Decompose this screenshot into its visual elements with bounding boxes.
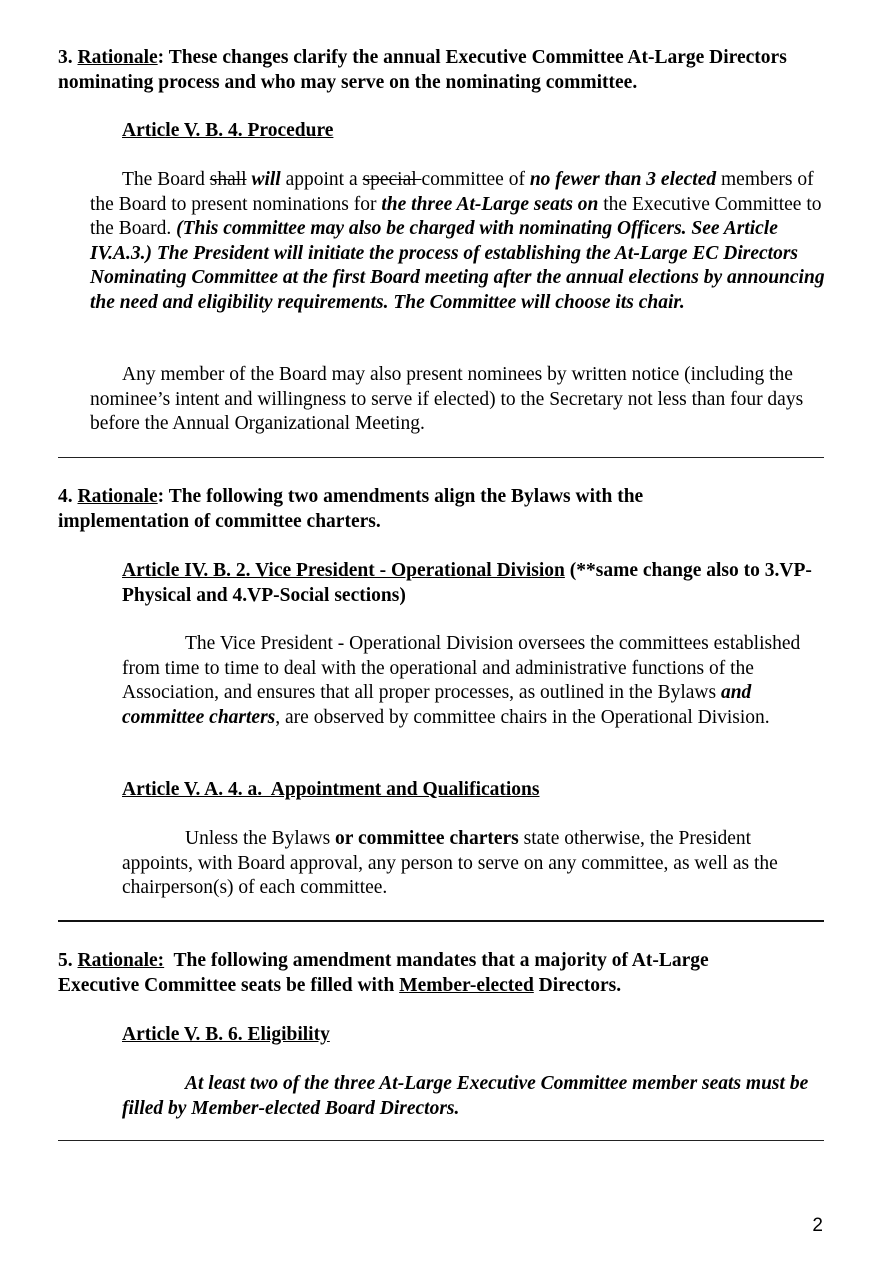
page-number: 2 bbox=[812, 1215, 823, 1236]
struck-text-special: special bbox=[362, 169, 422, 190]
struck-text-shall: shall bbox=[209, 169, 247, 190]
appointment-paragraph bbox=[122, 827, 822, 901]
section-5-rationale-label: Rationale: bbox=[77, 950, 165, 971]
text-run: the Executive Committee to the Board. bbox=[90, 193, 822, 239]
section-divider bbox=[58, 457, 824, 458]
inserted-text-will: will bbox=[251, 169, 281, 190]
inserted-text: and committee charters bbox=[122, 682, 752, 728]
article-v-b-6-heading: Article V. B. 6. Eligibility bbox=[122, 1024, 330, 1045]
section-4-rationale-label: Rationale bbox=[77, 486, 158, 507]
text-run: state otherwise, the President appoints, with Board approval, any person to serve on any committee, as well as the chairperson(s) of each committee. bbox=[122, 828, 778, 898]
text-run: The Board bbox=[122, 169, 210, 190]
article-iv-b-2-title: Article IV. B. 2. Vice President - Operational Division bbox=[122, 560, 565, 581]
text-run: members of the Board to present nominations for bbox=[90, 169, 814, 215]
article-v-a-4-a-heading: Article V. A. 4. a. Appointment and Qualifications bbox=[122, 779, 540, 800]
member-elected-text: Member-elected bbox=[399, 974, 534, 996]
section-5-rationale bbox=[58, 949, 788, 998]
section-5-rationale-end: Directors. bbox=[533, 974, 622, 996]
section-4-rationale-text: : The following two amendments align the Bylaws with the implementation of committee charters. bbox=[58, 486, 644, 532]
procedure-paragraph bbox=[90, 168, 825, 315]
section-5-number: 5. bbox=[58, 950, 73, 971]
inserted-text: or committee charters bbox=[335, 828, 519, 849]
section-divider bbox=[58, 1140, 824, 1141]
article-iv-b-2-note: (**same change also to 3.VP-Physical and 4.VP-Social sections) bbox=[122, 560, 812, 606]
text-run: , are observed by committee chairs in the Operational Division. bbox=[275, 706, 770, 728]
section-3-rationale-text: : These changes clarify the annual Executive Committee At-Large Directors nominating process and who may serve on the nominating committee. bbox=[58, 47, 787, 93]
inserted-text: the three At-Large seats on bbox=[381, 193, 599, 215]
text-run: committee of bbox=[421, 169, 530, 190]
section-3-rationale bbox=[58, 46, 828, 95]
vice-president-paragraph bbox=[122, 632, 822, 730]
section-3-number: 3. bbox=[58, 47, 73, 68]
inserted-text: no fewer than 3 elected bbox=[529, 169, 717, 190]
article-v-b-4-heading: Article V. B. 4. Procedure bbox=[122, 120, 334, 141]
text-run: The Vice President - Operational Division oversees the committees established from time to time to deal with the operational and administrative functions of the Association, and ensures that all proper processes, as outlined in the Bylaws bbox=[122, 633, 801, 703]
inserted-text: (This committee may also be charged with nominating Officers. See Article IV.A.3.) The President will initiate the process of establishing the At-Large EC Directors Nominating Committee at the first Board meeting after the annual elections by announcing the need and eligibility requirements. The Committee will choose its chair. bbox=[90, 218, 825, 313]
section-5-rationale-text: The following amendment mandates that a majority of At-Large Executive Committee seats be filled with bbox=[58, 950, 714, 996]
section-3-rationale-label: Rationale bbox=[77, 47, 158, 68]
section-4-rationale bbox=[58, 485, 778, 534]
text-run: Unless the Bylaws bbox=[185, 828, 336, 849]
eligibility-paragraph: At least two of the three At-Large Executive Committee member seats must be filled by Member-elected Board Directors. bbox=[122, 1073, 809, 1119]
article-iv-b-2-heading bbox=[122, 559, 827, 608]
text-run: appoint a bbox=[280, 169, 363, 190]
section-4-number: 4. bbox=[58, 486, 73, 507]
nominees-paragraph: Any member of the Board may also present nominees by written notice (including the nominee’s intent and willingness to serve if elected) to the Secretary not less than four days before the Annual Organizational Meeting. bbox=[90, 364, 804, 434]
section-divider bbox=[58, 920, 824, 922]
